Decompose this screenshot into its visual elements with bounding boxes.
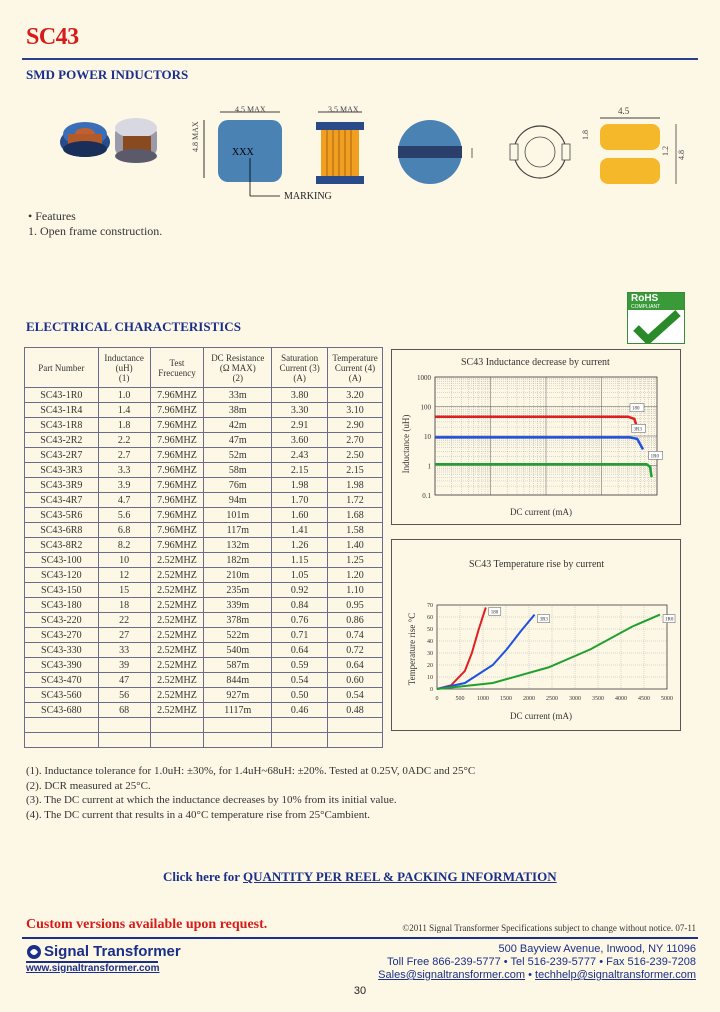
- table-cell: SC43-1R8: [25, 418, 99, 433]
- product-subtitle: SMD POWER INDUCTORS: [26, 67, 189, 82]
- table-cell: 22: [98, 613, 150, 628]
- x-tick-label: 2000: [523, 696, 535, 702]
- chart-title: SC43 Inductance decrease by current: [461, 357, 610, 368]
- table-row: [25, 703, 383, 718]
- table-cell: 0.76: [272, 613, 328, 628]
- company-name: Signal Transformer: [44, 943, 181, 960]
- table-cell: SC43-330: [25, 643, 99, 658]
- dim-a-label: 4.5 MAX: [235, 105, 266, 114]
- table-cell: SC43-220: [25, 613, 99, 628]
- chart-temperature: [391, 539, 681, 731]
- table-cell: 94m: [204, 493, 272, 508]
- table-cell: 2.15: [272, 463, 328, 478]
- table-cell: 7.96MHZ: [150, 403, 204, 418]
- table-body: [25, 388, 383, 748]
- x-tick-label: 3500: [592, 696, 604, 702]
- table-cell: 7.96MHZ: [150, 523, 204, 538]
- table-cell: 47: [98, 673, 150, 688]
- x-tick-label: 500: [455, 696, 465, 702]
- note-4: (4). The DC current that results in a 40°C temperature rise from 25°Cambient.: [26, 808, 371, 821]
- table-cell: 68: [98, 703, 150, 718]
- table-cell: 7.96MHZ: [150, 418, 204, 433]
- table-cell: 0.50: [272, 688, 328, 703]
- table-cell: 1.68: [328, 508, 383, 523]
- table-cell: 1.70: [272, 493, 328, 508]
- column-header-line: Temperature: [332, 352, 378, 363]
- y-tick-label: 0.1: [422, 492, 431, 500]
- table-row: [25, 433, 383, 448]
- column-header: [204, 348, 272, 388]
- logo-icon: [26, 944, 42, 960]
- table-cell: [98, 718, 150, 733]
- column-header-line: (uH): [115, 362, 133, 373]
- table-cell: 76m: [204, 478, 272, 493]
- table-cell: 927m: [204, 688, 272, 703]
- x-axis-label: DC current (mA): [510, 507, 572, 517]
- table-cell: 18: [98, 598, 150, 613]
- table-row: [25, 568, 383, 583]
- table-cell: 33: [98, 643, 150, 658]
- x-tick-label: 3000: [569, 696, 581, 702]
- column-header: [328, 348, 383, 388]
- product-photo: [30, 104, 165, 174]
- column-header-line: Part Number: [38, 362, 85, 373]
- table-cell: 117m: [204, 523, 272, 538]
- table-cell: 587m: [204, 658, 272, 673]
- table-cell: 0.59: [272, 658, 328, 673]
- table-row: [25, 553, 383, 568]
- table-row: [25, 643, 383, 658]
- x-tick-label: 5000: [661, 696, 673, 702]
- table-row: [25, 523, 383, 538]
- phone-numbers: Toll Free 866-239-5777 • Tel 516-239-5777 • Fax 516-239-7208: [387, 956, 696, 968]
- notes: [26, 764, 696, 822]
- table-row: [25, 733, 383, 748]
- table-cell: 2.52MHZ: [150, 553, 204, 568]
- table-row: [25, 538, 383, 553]
- table-cell: 6.8: [98, 523, 150, 538]
- column-header-line: Current (4): [334, 362, 376, 373]
- table-row: [25, 688, 383, 703]
- table-cell: 2.52MHZ: [150, 628, 204, 643]
- table-cell: 7.96MHZ: [150, 493, 204, 508]
- series-label: 180: [631, 406, 640, 412]
- column-header: [25, 348, 99, 388]
- email-separator: •: [525, 969, 536, 981]
- table-cell: 7.96MHZ: [150, 463, 204, 478]
- x-tick-label: 1500: [500, 696, 512, 702]
- y-tick-label: 10: [427, 675, 433, 681]
- table-cell: SC43-1R0: [25, 388, 99, 403]
- column-header-line: (A): [348, 372, 362, 383]
- table-cell: 1.26: [272, 538, 328, 553]
- table-cell: 0.72: [328, 643, 383, 658]
- table-cell: 132m: [204, 538, 272, 553]
- table-cell: 1.0: [98, 388, 150, 403]
- marking-label: MARKING: [284, 191, 332, 202]
- table-cell: 3.30: [272, 403, 328, 418]
- table-cell: SC43-150: [25, 583, 99, 598]
- copyright: ©2011 Signal Transformer Specifications subject to change without notice. 07-11: [402, 923, 696, 933]
- table-cell: 0.48: [328, 703, 383, 718]
- table-cell: 52m: [204, 448, 272, 463]
- column-header: [272, 348, 328, 388]
- series-label: 180: [490, 610, 499, 616]
- table-cell: 0.74: [328, 628, 383, 643]
- address: 500 Bayview Avenue, Inwood, NY 11096: [498, 943, 696, 955]
- y-tick-label: 70: [427, 603, 433, 609]
- company-logo: [26, 943, 181, 974]
- y-axis-label: Inductance (uH): [401, 414, 411, 474]
- table-row: [25, 403, 383, 418]
- y-tick-label: 0: [430, 687, 433, 693]
- table-cell: [25, 718, 99, 733]
- table-row: [25, 598, 383, 613]
- table-row: [25, 388, 383, 403]
- table-cell: SC43-680: [25, 703, 99, 718]
- pad-gap-label: 1.2: [661, 146, 670, 156]
- page-number: 30: [353, 985, 367, 997]
- table-cell: 844m: [204, 673, 272, 688]
- table-cell: 3.20: [328, 388, 383, 403]
- table-row: [25, 718, 383, 733]
- table-cell: 2.52MHZ: [150, 613, 204, 628]
- table-cell: 0.54: [328, 688, 383, 703]
- custom-versions-text: Custom versions available upon request.: [26, 917, 268, 932]
- header-divider: [22, 58, 698, 60]
- table-cell: [98, 733, 150, 748]
- table-cell: SC43-470: [25, 673, 99, 688]
- table-cell: [272, 733, 328, 748]
- email-line: [360, 969, 696, 982]
- y-tick-label: 50: [427, 627, 433, 633]
- rohs-badge: [627, 292, 685, 344]
- electrical-heading: ELECTRICAL CHARACTERISTICS: [26, 319, 241, 334]
- table-row: [25, 418, 383, 433]
- x-axis-label: DC current (mA): [510, 711, 572, 721]
- packing-info-link[interactable]: QUANTITY PER REEL & PACKING INFORMATION: [243, 869, 557, 884]
- table-cell: 56: [98, 688, 150, 703]
- rohs-label: RoHS: [628, 293, 684, 304]
- table-row: [25, 658, 383, 673]
- table-cell: 339m: [204, 598, 272, 613]
- table-cell: 2.2: [98, 433, 150, 448]
- column-header-line: Current (3): [279, 362, 320, 373]
- dim-c-label: 4.8 MAX: [191, 121, 200, 152]
- series-label: 3R3: [539, 617, 548, 623]
- table-cell: 7.96MHZ: [150, 538, 204, 553]
- table-cell: [150, 733, 204, 748]
- y-tick-label: 1: [427, 462, 431, 471]
- x-tick-label: 4000: [615, 696, 627, 702]
- table-cell: 0.64: [328, 658, 383, 673]
- table-cell: 7.96MHZ: [150, 448, 204, 463]
- column-header-line: Saturation: [281, 352, 319, 363]
- table-cell: 2.52MHZ: [150, 658, 204, 673]
- y-tick-label: 30: [427, 651, 433, 657]
- y-tick-label: 40: [427, 639, 433, 645]
- chart-inductance: [391, 349, 681, 525]
- chart-title: SC43 Temperature rise by current: [469, 559, 605, 570]
- series-label: 1R0: [665, 617, 674, 623]
- table-cell: SC43-8R2: [25, 538, 99, 553]
- series-line: [437, 607, 486, 689]
- series-line: [437, 615, 660, 689]
- table-row: [25, 463, 383, 478]
- table-cell: 2.43: [272, 448, 328, 463]
- table-cell: SC43-270: [25, 628, 99, 643]
- features-heading: • Features: [28, 209, 76, 223]
- table-cell: 1.4: [98, 403, 150, 418]
- table-cell: 1.98: [272, 478, 328, 493]
- table-cell: [25, 733, 99, 748]
- table-row: [25, 673, 383, 688]
- table-cell: 47m: [204, 433, 272, 448]
- packing-line: [163, 869, 557, 885]
- table-cell: 7.96MHZ: [150, 433, 204, 448]
- table-cell: SC43-180: [25, 598, 99, 613]
- table-cell: 38m: [204, 403, 272, 418]
- table-cell: 39: [98, 658, 150, 673]
- column-header: [150, 348, 204, 388]
- feature-item: 1. Open frame construction.: [28, 224, 163, 238]
- table-cell: [204, 718, 272, 733]
- marking-text: XXX: [232, 147, 254, 158]
- pad-h1-label: 1.8: [581, 130, 590, 140]
- table-cell: 1.72: [328, 493, 383, 508]
- table-cell: 0.84: [272, 598, 328, 613]
- pad-w-label: 4.5: [618, 106, 630, 116]
- table-cell: SC43-6R8: [25, 523, 99, 538]
- table-row: [25, 493, 383, 508]
- table-cell: 1.05: [272, 568, 328, 583]
- series-line: [437, 615, 535, 689]
- table-cell: 2.52MHZ: [150, 598, 204, 613]
- table-cell: 1.60: [272, 508, 328, 523]
- table-cell: 7.96MHZ: [150, 508, 204, 523]
- table-cell: 235m: [204, 583, 272, 598]
- table-cell: SC43-560: [25, 688, 99, 703]
- table-cell: 8.2: [98, 538, 150, 553]
- series-label: 3R3: [633, 427, 642, 433]
- table-cell: 2.7: [98, 448, 150, 463]
- company-url-link[interactable]: www.signaltransformer.com: [26, 963, 160, 974]
- table-cell: 2.52MHZ: [150, 568, 204, 583]
- y-axis-label: Temperature rise °C: [407, 612, 417, 686]
- table-cell: [204, 733, 272, 748]
- series-line: [435, 417, 636, 425]
- table-cell: 7.96MHZ: [150, 478, 204, 493]
- pad-h2-label: 4.8: [677, 150, 686, 160]
- table-cell: SC43-5R6: [25, 508, 99, 523]
- table-cell: 3.10: [328, 403, 383, 418]
- note-3: (3). The DC current at which the inductance decreases by 10% from its initial value.: [26, 794, 397, 806]
- table-cell: 1117m: [204, 703, 272, 718]
- table-cell: 1.40: [328, 538, 383, 553]
- table-cell: 1.20: [328, 568, 383, 583]
- table-cell: 58m: [204, 463, 272, 478]
- table-cell: 210m: [204, 568, 272, 583]
- y-tick-label: 10: [424, 433, 431, 441]
- table-cell: 1.15: [272, 553, 328, 568]
- table-cell: [328, 733, 383, 748]
- column-header-line: (2): [232, 372, 244, 383]
- contact-block: [360, 943, 696, 982]
- table-cell: SC43-3R9: [25, 478, 99, 493]
- column-header-line: (1): [118, 372, 130, 383]
- table-cell: 540m: [204, 643, 272, 658]
- table-cell: 2.15: [328, 463, 383, 478]
- x-tick-label: 1000: [477, 696, 489, 702]
- table-cell: 0.54: [272, 673, 328, 688]
- table-row: [25, 478, 383, 493]
- x-tick-label: 4500: [638, 696, 650, 702]
- table-cell: 2.90: [328, 418, 383, 433]
- x-tick-label: 2500: [546, 696, 558, 702]
- sales-email-link[interactable]: Sales@signaltransformer.com: [378, 969, 526, 981]
- column-header: [98, 348, 150, 388]
- column-header-line: Test: [169, 357, 185, 368]
- table-cell: 2.70: [328, 433, 383, 448]
- table-cell: 2.52MHZ: [150, 688, 204, 703]
- table-cell: 182m: [204, 553, 272, 568]
- packing-prefix: Click here for: [163, 869, 240, 884]
- table-cell: SC43-3R3: [25, 463, 99, 478]
- y-tick-label: 100: [420, 403, 431, 412]
- table-cell: SC43-390: [25, 658, 99, 673]
- table-row: [25, 613, 383, 628]
- table-cell: SC43-2R7: [25, 448, 99, 463]
- table-cell: 2.52MHZ: [150, 643, 204, 658]
- column-header-line: (A): [293, 372, 306, 383]
- table-cell: 2.91: [272, 418, 328, 433]
- table-cell: 12: [98, 568, 150, 583]
- dim-b-label: 3.5 MAX: [328, 105, 359, 114]
- table-cell: 3.3: [98, 463, 150, 478]
- table-cell: 3.80: [272, 388, 328, 403]
- table-cell: 2.52MHZ: [150, 673, 204, 688]
- table-cell: 0.64: [272, 643, 328, 658]
- table-cell: 1.58: [328, 523, 383, 538]
- table-cell: 27: [98, 628, 150, 643]
- spec-table: [24, 347, 383, 748]
- table-cell: 1.98: [328, 478, 383, 493]
- note-2: (2). DCR measured at 25°C.: [26, 779, 151, 792]
- table-row: [25, 508, 383, 523]
- table-cell: SC43-2R2: [25, 433, 99, 448]
- column-header-line: (Ω MAX): [219, 362, 256, 373]
- table-cell: 2.50: [328, 448, 383, 463]
- page-title: SC43: [26, 24, 79, 50]
- x-tick-label: 0: [435, 696, 439, 702]
- table-cell: 1.8: [98, 418, 150, 433]
- table-cell: [272, 718, 328, 733]
- table-cell: SC43-1R4: [25, 403, 99, 418]
- table-cell: 5.6: [98, 508, 150, 523]
- rohs-sub: COMPLIANT: [628, 304, 684, 310]
- table-cell: 10: [98, 553, 150, 568]
- table-cell: 1.10: [328, 583, 383, 598]
- table-cell: 2.52MHZ: [150, 703, 204, 718]
- series-label: 1R0: [650, 454, 659, 460]
- footer-divider: [22, 937, 698, 939]
- y-tick-label: 60: [427, 615, 433, 621]
- table-cell: 4.7: [98, 493, 150, 508]
- table-cell: SC43-4R7: [25, 493, 99, 508]
- check-icon: [628, 310, 684, 343]
- column-header-line: Frecuency: [158, 367, 196, 378]
- table-cell: SC43-120: [25, 568, 99, 583]
- table-cell: 1.41: [272, 523, 328, 538]
- note-1: (1). Inductance tolerance for 1.0uH: ±30%, for 1.4uH~68uH: ±20%. Tested at 0.25V, 0ADC and 25°C: [26, 765, 476, 777]
- table-cell: 7.96MHZ: [150, 388, 204, 403]
- column-header-line: DC Resistance: [211, 352, 265, 363]
- table-cell: 101m: [204, 508, 272, 523]
- table-cell: 42m: [204, 418, 272, 433]
- table-cell: 15: [98, 583, 150, 598]
- table-cell: 0.95: [328, 598, 383, 613]
- table-cell: [150, 718, 204, 733]
- y-tick-label: 1000: [417, 374, 431, 382]
- table-cell: 0.71: [272, 628, 328, 643]
- table-cell: 0.46: [272, 703, 328, 718]
- table-row: [25, 628, 383, 643]
- table-cell: 0.92: [272, 583, 328, 598]
- table-cell: 3.60: [272, 433, 328, 448]
- table-cell: 2.52MHZ: [150, 583, 204, 598]
- table-cell: 3.9: [98, 478, 150, 493]
- table-cell: 33m: [204, 388, 272, 403]
- table-cell: 378m: [204, 613, 272, 628]
- table-cell: 0.60: [328, 673, 383, 688]
- mechanical-drawing: [190, 100, 690, 208]
- table-row: [25, 448, 383, 463]
- table-row: [25, 583, 383, 598]
- column-header-line: Inductance: [104, 352, 144, 363]
- table-cell: SC43-100: [25, 553, 99, 568]
- table-cell: 0.86: [328, 613, 383, 628]
- table-header-row: [25, 348, 383, 388]
- table-cell: 1.25: [328, 553, 383, 568]
- table-cell: [328, 718, 383, 733]
- table-cell: 522m: [204, 628, 272, 643]
- techhelp-email-link[interactable]: techhelp@signaltransformer.com: [535, 969, 696, 981]
- y-tick-label: 20: [427, 663, 433, 669]
